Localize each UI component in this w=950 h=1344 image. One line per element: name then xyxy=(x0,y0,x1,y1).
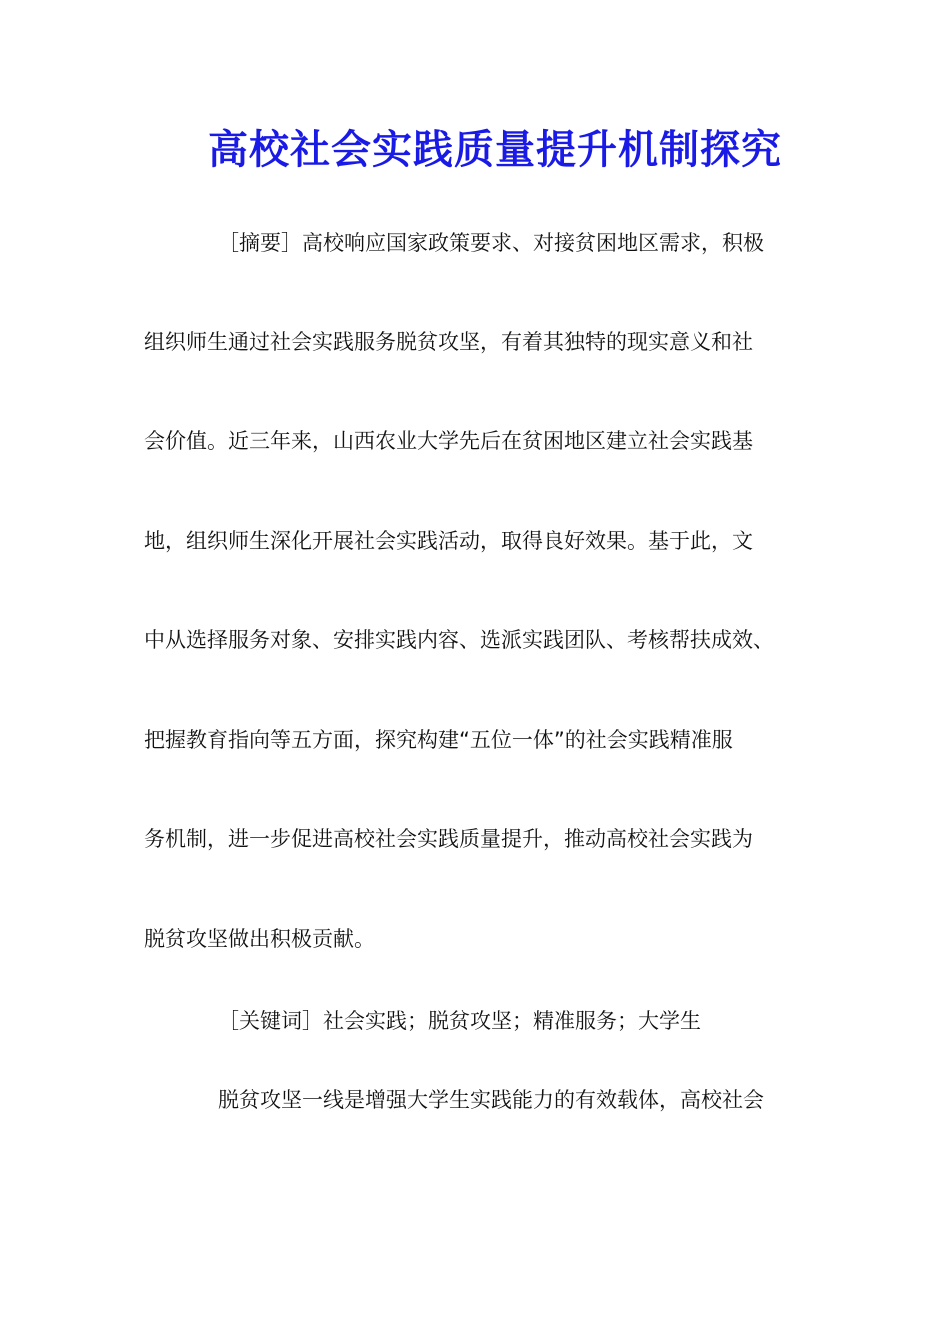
keywords-line: ［关键词］社会实践；脱贫攻坚；精准服务；大学生 xyxy=(218,1009,701,1033)
abstract-line-6: 把握教育指向等五方面，探究构建“五位一体”的社会实践精准服 xyxy=(144,728,733,752)
abstract-line-2: 组织师生通过社会实践服务脱贫攻坚，有着其独特的现实意义和社 xyxy=(144,330,753,354)
abstract-line-1: ［摘要］高校响应国家政策要求、对接贫困地区需求，积极 xyxy=(218,231,764,255)
abstract-line-3: 会价值。近三年来，山西农业大学先后在贫困地区建立社会实践基 xyxy=(144,429,753,453)
body-paragraph-line-1: 脱贫攻坚一线是增强大学生实践能力的有效载体，高校社会 xyxy=(218,1088,764,1112)
abstract-line-7: 务机制，进一步促进高校社会实践质量提升，推动高校社会实践为 xyxy=(144,827,753,851)
abstract-line-8: 脱贫攻坚做出积极贡献。 xyxy=(144,927,375,951)
document-title: 高校社会实践质量提升机制探究 xyxy=(208,126,782,173)
abstract-line-5: 中从选择服务对象、安排实践内容、选派实践团队、考核帮扶成效、 xyxy=(144,628,774,652)
abstract-line-4: 地，组织师生深化开展社会实践活动，取得良好效果。基于此，文 xyxy=(144,529,753,553)
